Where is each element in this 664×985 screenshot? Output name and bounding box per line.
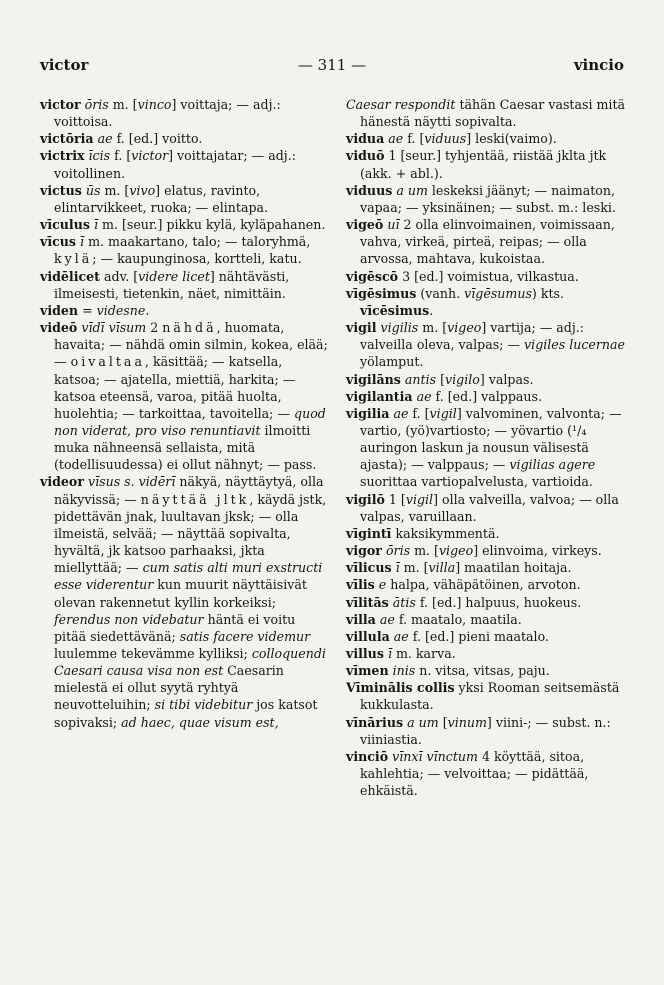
dictionary-entry <box>346 182 634 216</box>
right-column <box>346 96 634 799</box>
italic-text: videsne <box>96 302 146 318</box>
dictionary-entry <box>346 319 634 370</box>
headword: videor <box>40 474 84 490</box>
entry-text: ; — kaupunginosa, kortteli, katu. <box>92 251 302 267</box>
spaced-text: oivaltaa <box>70 354 145 370</box>
italic-text: vīnxī vīnctum <box>392 748 478 764</box>
dictionary-entry <box>346 130 634 147</box>
italic-text: ōris <box>84 97 109 112</box>
headword: vigilia <box>346 405 390 421</box>
entry-text: ] elinvoima, virkeys. <box>473 543 602 559</box>
entry-text: yksi Rooman seitsemästä kukkulasta. <box>360 680 620 713</box>
dictionary-entry <box>346 628 634 645</box>
entry-text: f. [ <box>110 148 132 164</box>
italic-text: satis facere videmur <box>179 628 311 644</box>
entry-text: m. [ <box>418 320 448 336</box>
spaced-text: kylä <box>54 251 93 267</box>
headword: victōria <box>40 131 94 147</box>
entry-text: m. maakartano, talo; — taloryhmä, <box>84 234 311 250</box>
italic-text: ī <box>93 217 99 233</box>
dictionary-entry <box>346 216 634 267</box>
headword: vīcēsimus <box>360 302 430 318</box>
headword: vīlis <box>346 577 375 593</box>
italic-text: cum satis alti muri exstructi esse viderentur <box>54 560 323 593</box>
entry-text: halpa, vähäpätöinen, arvoton. <box>386 577 581 593</box>
entry-text: f. [ed.] pieni maatalo. <box>408 628 549 644</box>
entry-text: . <box>145 302 150 318</box>
dictionary-entry <box>40 319 328 473</box>
italic-text: vigiles lucernae <box>524 337 625 353</box>
headword: vigilāns <box>346 371 401 387</box>
headword: victrix <box>40 148 85 164</box>
italic-text: vinco <box>137 97 172 112</box>
italic-text: quod non viderat, pro viso renuntiavit <box>54 405 326 438</box>
entry-text: kaksikymmentä. <box>391 525 500 541</box>
entry-text: ] valpas. <box>479 371 534 387</box>
entry-text: tähän Caesar vastasi mitä hänestä näytti sopivalta. <box>360 97 626 130</box>
dictionary-entry <box>40 147 328 181</box>
dictionary-entry <box>40 268 328 302</box>
italic-text: ae <box>393 405 409 421</box>
dictionary-entry <box>40 96 328 130</box>
italic-text: victor <box>131 148 169 164</box>
headword: videō <box>40 320 78 336</box>
dictionary-entry <box>40 130 328 147</box>
entry-text: näkyä, näyttäytyä, olla näkyvissä; — <box>54 474 324 507</box>
entry-text: jos katsot sopivaksi; <box>54 697 318 730</box>
entry-text: Caesarin mielestä ei ollut syytä ryhtyä neuvotteluihin; <box>54 663 284 713</box>
dictionary-entry <box>346 559 634 576</box>
dictionary-entry <box>346 388 634 405</box>
italic-text: ad haec, quae visum est, <box>121 714 279 730</box>
headword: vīlitās <box>346 594 389 610</box>
dictionary-entry <box>346 147 634 181</box>
entry-text: m. [ <box>108 97 138 112</box>
dictionary-entry <box>346 679 634 713</box>
entry-text: ilmoitti muka nähneensä sellaista, mitä (todellisuudessa) ei ollut nähnyt; — pass. <box>54 422 317 473</box>
entry-text: luulemme tekevämme kylliksi; <box>54 646 252 661</box>
page-number: — 311 — <box>297 56 367 74</box>
italic-text: ae <box>97 131 113 147</box>
entry-text: 1 [ <box>384 491 406 507</box>
dictionary-entry <box>346 594 634 611</box>
dictionary-entry <box>40 216 328 233</box>
entry-text: = <box>78 302 97 318</box>
italic-text: vīsus s. vidērī <box>87 474 176 490</box>
entry-text: ] vartija; — adj.: valveilla oleva, valpas; — <box>360 320 585 353</box>
entry-text: kun muurit näyttäisivät olevan rakennetut kyllin korkeiksi; <box>54 577 307 610</box>
italic-text: vigilias agere <box>509 457 596 473</box>
headword: viden <box>40 302 79 318</box>
left-column <box>40 96 328 731</box>
headword: viduus <box>346 182 393 198</box>
italic-text: vigilo <box>445 371 480 387</box>
entry-text: ] nähtävästi, ilmeisesti, tietenkin, näet, nimittäin. <box>54 268 290 301</box>
entry-text: adv. [ <box>100 268 139 284</box>
dictionary-entry <box>346 268 634 285</box>
italic-text: ī <box>80 234 85 250</box>
entry-text: ] valvominen, valvonta; — vartio, (yö)vartiosto; — yövartio (¹/₄ auringon laskun ja nousun välisestä ajasta); — valppaus; — <box>360 405 622 473</box>
italic-text: ī <box>395 560 400 576</box>
entry-text: 2 olla elinvoimainen, voimissaan, vahva, virkeä, pirteä, reipas; — olla arvossa, mahtava, kukoistaa. <box>360 217 615 267</box>
dictionary-entry <box>346 611 634 628</box>
dictionary-entry <box>346 576 634 593</box>
entry-text: [ <box>436 371 445 387</box>
dictionary-entry <box>346 405 634 491</box>
headword: vidua <box>346 131 385 147</box>
italic-text: villa <box>428 560 456 576</box>
italic-text: ūs <box>85 182 101 198</box>
italic-text: a um <box>407 714 439 730</box>
italic-text: ae <box>388 131 404 147</box>
headword: viduō <box>346 148 385 164</box>
entry-text: ] voittaja; — adj.: voittoisa. <box>54 97 281 130</box>
headword: vidēlicet <box>40 268 100 284</box>
italic-text: vinum <box>447 714 487 730</box>
headword: vīgēsimus <box>346 285 417 301</box>
italic-text: vigeo <box>438 543 474 559</box>
italic-text: ae <box>379 611 395 627</box>
entry-text: yölamput. <box>360 354 424 370</box>
headword: vīmen <box>346 663 389 679</box>
dictionary-entry <box>346 542 634 559</box>
headword: vigēscō <box>346 268 399 284</box>
italic-text: vīgēsumus <box>464 285 532 301</box>
entry-text: ] elatus, ravinto, elintarvikkeet, ruoka; — elintapa. <box>54 182 269 215</box>
entry-text: m. [seur.] pikku kylä, kyläpahanen. <box>98 217 326 233</box>
italic-text: vigeo <box>447 320 482 336</box>
headword: victor <box>40 97 81 112</box>
italic-text: vigil <box>405 491 434 507</box>
headword: vīlicus <box>346 560 392 576</box>
italic-text: a um <box>396 182 428 198</box>
dictionary-entry <box>40 233 328 267</box>
entry-text: f. [ed.] valppaus. <box>431 388 542 404</box>
entry-text: 1 [seur.] tyhjentää, riistää jklta jtk (akk. + abl.). <box>360 148 607 181</box>
entry-text: suorittaa vartiopalvelusta, vartioida. <box>360 474 593 490</box>
headword: villa <box>346 611 376 627</box>
headword: vīcus <box>40 234 77 250</box>
entry-text: , huomata, havaita; — nähdä omin silmin, kokea, elää; — <box>54 320 328 370</box>
italic-text: vigilis <box>380 320 419 336</box>
entry-text: 2 <box>146 320 163 336</box>
italic-text: uī <box>387 217 400 233</box>
italic-text: ātis <box>392 594 416 610</box>
headword: vigor <box>346 543 382 559</box>
italic-text: e <box>378 577 387 593</box>
entry-text: (vanh. <box>416 285 465 301</box>
italic-text: antis <box>404 371 437 387</box>
entry-text: f. [ed.] halpuus, huokeus. <box>415 594 582 610</box>
entry-text: 3 [ed.] voimistua, vilkastua. <box>398 268 579 284</box>
italic-text: ferendus non videbatur <box>54 611 204 627</box>
header-first-word: victor <box>40 56 89 74</box>
headword: villus <box>346 646 384 661</box>
headword: vigilō <box>346 491 385 507</box>
dictionary-entry <box>346 748 634 799</box>
italic-text: īcis <box>88 148 111 164</box>
headword: Vīminālis collis <box>346 680 455 696</box>
italic-text: vigil <box>429 405 457 421</box>
headword: vigeō <box>346 217 384 233</box>
headword: victus <box>40 182 82 198</box>
entry-text: ] leski(vaimo). <box>466 131 557 147</box>
headword: vinciō <box>346 748 389 764</box>
dictionary-entry <box>346 662 634 679</box>
italic-text: ae <box>416 388 432 404</box>
dictionary-entry <box>40 182 328 216</box>
italic-text: viduus <box>424 131 467 147</box>
entry-text: häntä ei voitu pitää siedettävänä; <box>54 611 296 644</box>
entry-text: m. [ <box>399 560 429 576</box>
headword: vīculus <box>40 217 90 233</box>
dictionary-entry <box>346 645 634 662</box>
italic-text: inis <box>392 663 416 679</box>
entry-text: ] voittajatar; — adj.: voitollinen. <box>54 148 296 181</box>
entry-text: 4 köyttää, sitoa, kahlehtia; — velvoittaa; — pidättää, ehkäistä. <box>360 748 589 799</box>
spaced-text: nähdä <box>162 320 217 336</box>
italic-text: Caesar respondit <box>346 97 456 112</box>
italic-text: ae <box>393 628 409 644</box>
entry-text: f. maatalo, maatila. <box>394 611 522 627</box>
spaced-text: näyttää jltk <box>140 491 250 507</box>
entry-text: m. [ <box>410 543 439 559</box>
dictionary-entry <box>40 302 328 319</box>
entry-text: . <box>429 302 434 318</box>
dictionary-entry <box>346 285 634 319</box>
entry-text: ) kts. <box>531 285 564 301</box>
dictionary-entry <box>346 96 634 130</box>
italic-text: vīdī vīsum <box>81 320 147 336</box>
page-header <box>40 56 624 78</box>
entry-text: f. [ <box>408 405 430 421</box>
dictionary-entry <box>346 371 634 388</box>
headword: villula <box>346 628 390 644</box>
entry-text: f. [ <box>403 131 425 147</box>
entry-text: ] olla valveilla, valvoa; — olla valpas, varuillaan. <box>360 491 619 524</box>
dictionary-entry <box>346 525 634 542</box>
entry-text: ] viini-; — subst. n.: viiniastia. <box>360 714 611 747</box>
headword: vigil <box>346 320 377 336</box>
entry-text: [ <box>438 714 448 730</box>
italic-text: colloquendi Caesari causa visa non est <box>54 646 326 679</box>
dictionary-entry <box>346 491 634 525</box>
entry-text: , käydä jstk, pidettävän jnak, luultavan jksk; — olla ilmeistä, selvää; — näyttää sopivalta, hyvältä, jk katsoo parhaaksi, jkta miellyttää; — <box>54 491 327 576</box>
entry-text: , käsittää; — katsella, katsoa; — ajatella, miettiä, harkita; — katsoa eteensä, varoa, pitää huolta, huolehtia; — tarkoittaa, tavoitella; — <box>54 354 296 421</box>
entry-text: f. [ed.] voitto. <box>112 131 203 147</box>
italic-text: vivo <box>129 182 156 198</box>
headword: vigilantia <box>346 388 413 404</box>
dictionary-entry <box>40 473 328 730</box>
italic-text: videre licet <box>138 268 210 284</box>
headword: vīgintī <box>346 525 392 541</box>
entry-text: leskeksi jäänyt; — naimaton, vapaa; — yksinäinen; — subst. m.: leski. <box>360 182 616 215</box>
entry-text: ] maatilan hoitaja. <box>455 560 572 576</box>
dictionary-entry <box>346 714 634 748</box>
entry-text: m. [ <box>100 182 130 198</box>
italic-text: ī <box>387 646 392 661</box>
headword: vīnārius <box>346 714 404 730</box>
italic-text: si tibi videbitur <box>154 697 253 713</box>
header-last-word: vincio <box>573 56 624 74</box>
italic-text: ōris <box>385 543 411 559</box>
entry-text: n. vitsa, vitsas, paju. <box>415 663 550 679</box>
entry-text: m. karva. <box>391 646 456 661</box>
